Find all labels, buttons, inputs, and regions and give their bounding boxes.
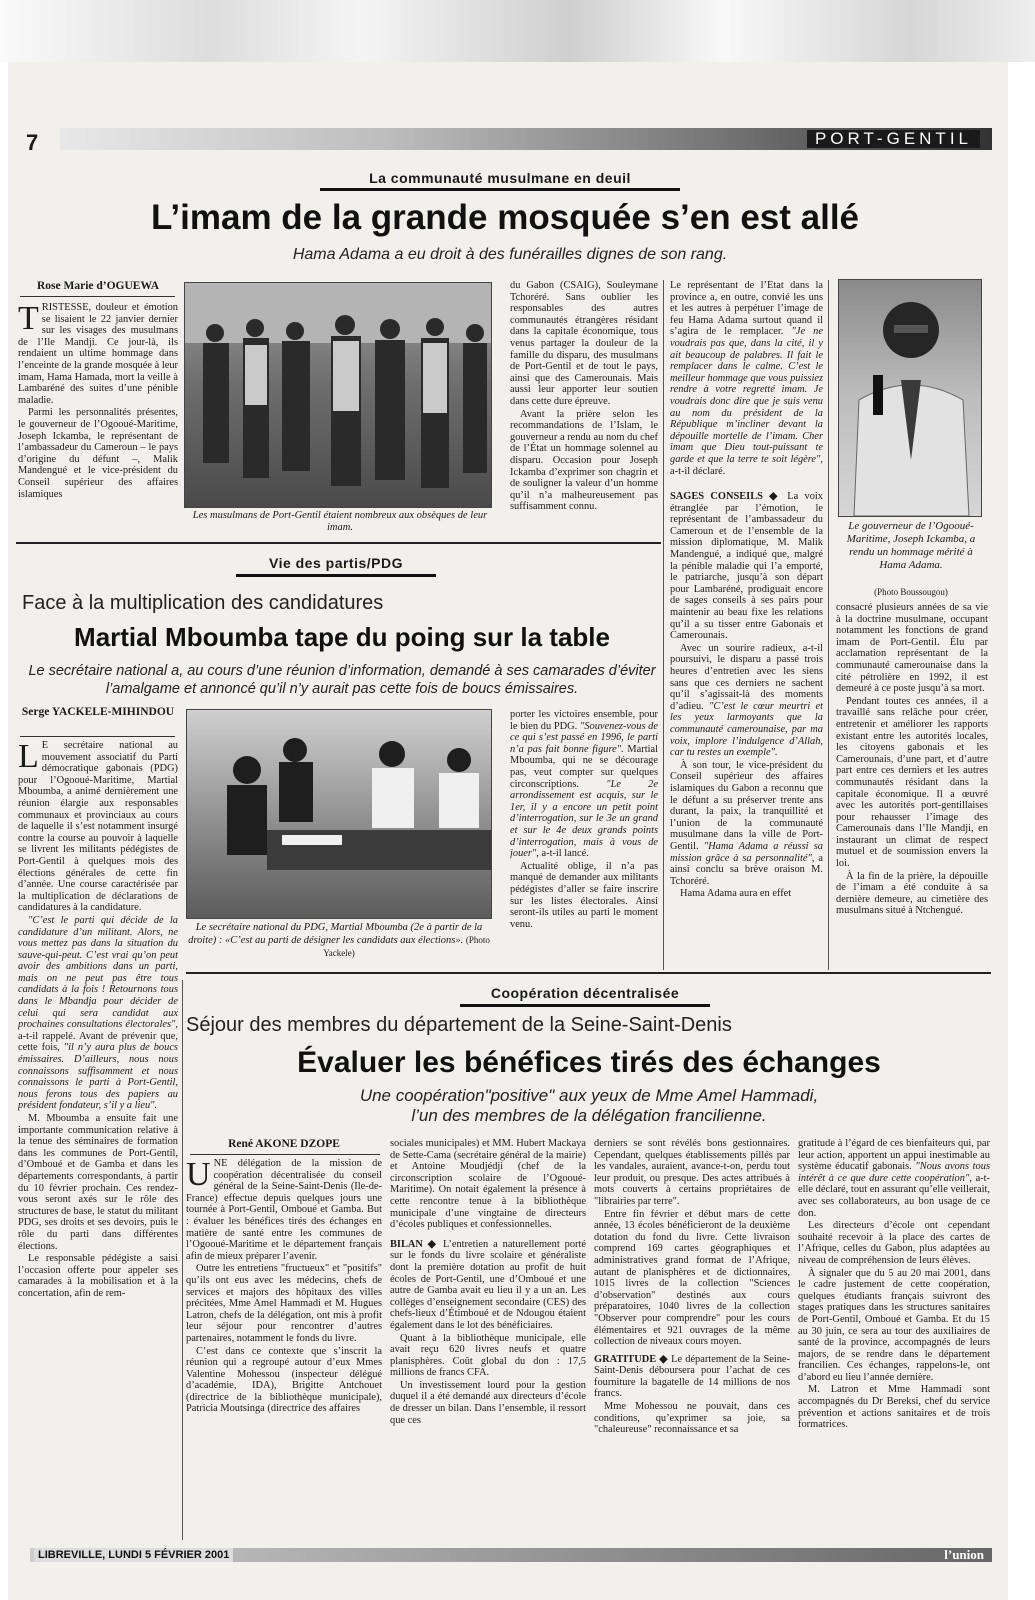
art2-col3-p1b: Martial Mboumba, qui ne se décourage pas, veut compter sur quelques circonscriptions. (510, 743, 658, 790)
art3-col4-p4: M. Latron et Mme Hammadi sont accompagnés du Dr Bereksi, chef du service prévention et actions sanitaires et de trois formatrices. (798, 1384, 990, 1431)
art2-photo-credit: (Photo Yackele) (323, 935, 490, 958)
crowd-photo-graphic (185, 283, 491, 507)
art2-col1-quote-after: , a-t-il rappelé. Avant de prévenir que, cette fois, (18, 1019, 178, 1054)
art2-subhead: Le secrétaire national a, au cours d’une réunion d’information, demandé à ses camarades d’éviter l’amalgame et annoncé qu’il n’y aurait pas cette fois de boucs émissaires. (28, 663, 656, 697)
art1-col4-p4: À son tour, le vice-président du Conseil supérieur des affaires islamiques du Gabon a reconnu que le défunt a su préserver trente ans durant, la paix, la tranquillité et l’union de la communauté musulmane dans la ville de Port-Gentil. (670, 759, 823, 852)
art1-portrait-credit: (Photo Boussougou) (874, 587, 948, 597)
art1-col4-p4-end: , a ainsi conclu sa brève oraison M. Tchoréré. (670, 852, 823, 887)
art1-col4-p2: La voix étranglée par l’émotion, le représentant de l’ambassadeur du Cameroun et de l’ensemble de la mission diplomatique, M. Malik Mandengué, a indiqué que, malgré la pénible maladie qui l’a emporté, le patriarche, jusqu’à son départ pour Lambaréné, prodiguait encore de sages conseils à ses pairs pour maintenir au beau fixe les relations qu’il a su tisser entre Gabonais et Camerounais. (670, 491, 823, 642)
art1-portrait-photo (838, 279, 982, 517)
art2-kicker-underline (236, 574, 436, 577)
art1-col4-p1: Le représentant de l’État dans la province a, en outre, convié les uns et les autres à perpétuer l’image de feu Hama Adama surtout quand il s’agira de le remplacer. (670, 280, 823, 338)
art1-bottom-rule (16, 542, 661, 544)
art2-byline: Serge YACKELE-MIHINDOU (21, 706, 175, 718)
section-band (60, 128, 992, 150)
art1-photo-crowd (184, 282, 492, 508)
footer-band (30, 1548, 992, 1562)
art1-kicker: La communauté musulmane en deuil (369, 170, 631, 186)
art1-col3-p1: du Gabon (CSAIG), Souleymane Tchoréré. Sans oublier les responsables des autres communautés étrangères résidant dans la capitale économique, tous venus partager la douleur de la famille du disparu, des musulmans de Port-Gentil et de tout le pays, ainsi que des Camerounais. Mais aussi leur apporter leur soutien dans cette dure épreuve. (510, 280, 658, 407)
art3-col4-quote: "Nous avons tous intérêt à ce que dure cette coopération" (798, 1161, 990, 1184)
art3-byline-rule (190, 1154, 380, 1155)
art1-byline: Rose Marie d’OGUEWA (36, 280, 159, 292)
art2-col1-p1: E secrétaire national au mouvement associatif du Parti démocratique gabonais (PDG) pour l’Ogooué-Maritime, Martial Mboumba, a animé dernièrement une réunion élargie aux responsables communaux et provinciaux au cours de laquelle il s’est notamment insurgé contre la course au pouvoir à laquelle se livrent les militants pédégistes de Port-Gentil à quelques mois des élections générales de cette fin d’année. Une course caractérisée par la multiplication de déclarations de candidatures à la candidature. (18, 740, 178, 914)
art1-byline-rule (20, 296, 175, 297)
art2-col1-p3: Le responsable pédégiste a saisi l’occasion offerte pour appeler ses camarades à la mobilisation et à la concertation, afin de rem- (18, 1253, 178, 1299)
column-rule (182, 980, 183, 1540)
column-rule (828, 280, 829, 970)
art1-photo-caption: Les musulmans de Port-Gentil étaient nombreux aux obsèques de leur imam. (192, 510, 488, 533)
art1-sages-label: SAGES CONSEILS ◆ (670, 491, 781, 503)
art2-kicker: Vie des partis/PDG (268, 555, 403, 571)
art1-col4-quote: "Je ne voudrais pas que, dans la cité, il y ait beaucoup de palabres. Il fait le remplacer dans le calme. C’est le meilleur hommage que vous puissiez rendre à votre regretté imam. Je voudrais donc dire que je suis venu au nom du président de la République m’incliner devant la dépouille mortelle de l’imam. Cher imam que Dieu tout-puissant te garde et que la terre te soit légère" (670, 326, 823, 465)
art3-kicker-underline (460, 1004, 710, 1007)
art1-kicker-underline (320, 188, 680, 191)
art1-col4-p3: Avec un sourire radieux, a-t-il poursuivi, le disparu a passé trois heures d’entretien avec les siens sans que ces derniers ne sachent qu’il s’agissait-là des moments d’adieu. (670, 642, 823, 712)
meeting-photo-graphic (187, 710, 491, 918)
art3-col1-p3: C’est dans ce contexte que s’inscrit la réunion qui a regroupé autour d’eux Mmes Valentine Mohessou (inspecteur délégué d’académie, IDA), Brigitte Antchouet (directrice de la bibliothèque municipale), Patricia Moutsinga (directrice des affaires (186, 1345, 382, 1415)
art2-col1-p2: M. Mboumba a ensuite fait une importante communication relative à la tenue des séminaires de formation dans les communes de Port-Gentil, d’Omboué et de Gamba et dans les départements correspondants, à partir du 10 février prochain. Ces rendez-vous seront axés sur le rôle des structures de base, le statut du militant PDG, ses droits et ses devoirs, puis le rôle du parti dans différentes élections. (18, 1113, 178, 1252)
art3-col3-p2: Entre fin février et début mars de cette année, 13 écoles bénéficieront de la deuxième dotation du fond du livre. Cette livraison comprend 169 cartes géographiques et administratives grand format de l’Afrique, autant de planisphères et de dictionnaires, 1015 livres de la collection "Sciences d’observation" destinés aux cours préparatoires, 1040 livres de la collection "Observer pour comprendre" pour les cours élémentaires et 921 ouvrages de la même collection de niveaux cours moyen. (594, 1208, 790, 1348)
art2-headline: Martial Mboumba tape du poing sur la table (74, 622, 610, 652)
art3-subhead-line2: l’un des membres de la délégation francilienne. (411, 1106, 767, 1125)
art1-dropcap: T (18, 302, 39, 337)
art2-col3-quote2-after: , a-t-il lancé. (536, 848, 589, 860)
portrait-graphic (839, 280, 981, 516)
art3-bilan-label: BILAN ◆ (390, 1238, 439, 1250)
art2-byline-rule (20, 736, 175, 737)
art1-col1 (18, 302, 178, 550)
footer-date: LIBREVILLE, LUNDI 5 FÉVRIER 2001 (34, 1548, 233, 1562)
art1-col4-p5: Hama Adama aura en effet (680, 888, 792, 900)
art3-subhead-line1: Une coopération"positive" aux yeux de Mme Amel Hammadi, (359, 1086, 819, 1105)
art2-col3-p1: porter les victoires ensemble, pour le bien du PDG. (510, 709, 658, 732)
art2-deck: Face à la multiplication des candidatures (22, 592, 384, 614)
art3-col4 (798, 1138, 990, 1543)
art1-col4-quote3: "Hama Adama a réussi sa mission grâce à sa personnalité" (670, 840, 823, 864)
art3-col3-p3: Le département de la Seine-Saint-Denis déboursera pour l’achat de ces fourniture la bagatelle de 14 millions de nos francs. (594, 1353, 790, 1400)
art3-col3-p4: Mme Mohessou ne pouvait, dans ces conditions, qu’exprimer sa joie, sa "chaleureuse" reconnaissance et sa (594, 1401, 790, 1436)
art3-col1-p2: Outre les entretiens "fructueux" et "positifs" qu’ils ont eus avec les médecins, chefs de services et majors des hôpitaux des villes précitées, Mme Amel Hammadi et M. Hugues Latron, chefs de la délégation, ont mis à profit leur séjour pour rencontrer d’autres partenaires, notamment le fonds du livre. (186, 1263, 382, 1344)
art3-dropcap: U (186, 1158, 211, 1193)
art1-col4-after: , a-t-il déclaré. (670, 453, 823, 477)
art1-subhead: Hama Adama a eu droit à des funérailles dignes de son rang. (292, 246, 728, 263)
art3-col2-p2: L’entretien a naturellement porté sur le fonds du livre scolaire et généraliste dont la première dotation au profit de huit écoles de Port-Gentil, une d’Omboué et une autre de Gamba avait eu lieu il y a un an. Les collèges d’enseignement secondaire (CES) des chefs-lieux d’Étimboué et de Ndougou étaient également dans le lot des bénéficiaires. (390, 1238, 586, 1331)
art3-deck: Séjour des membres du département de la Seine-Saint-Denis (186, 1014, 732, 1036)
art2-col3 (510, 709, 658, 965)
art1-col1-p2: Parmi les personnalités présentes, le gouverneur de l’Ogooué-Maritime, Joseph Ickamba, le représentant de l’ambassadeur du Cameroun – le pays d’origine du défunt –, Malik Mandengué et le vice-président du Conseil supérieur des affaires islamiques (18, 407, 178, 500)
art1-col3-p2: Avant la prière selon les recommandations de l’Islam, le gouverneur a rendu au nom du chef de l’État un hommage solennel au disparu. Occasion pour Joseph Ickamba d’exprimer son chagrin et de souligner la valeur d’un homme qu’il n’a malheureusement pas suffisamment connu. (510, 408, 658, 513)
art3-byline: René AKONE DZOPE (228, 1138, 340, 1150)
art1-col5-p3: À la fin de la prière, la dépouille de l’imam a été conduite à sa dernière demeure, au cimetière des musulmans situé à Ntchengué. (836, 870, 988, 917)
column-rule (663, 280, 664, 970)
art3-col3-p1: derniers se sont révélés bons gestionnaires. Cependant, quelques établissements pillés par les vandales, auraient, avance-t-on, perdu tout leur produit, ou presque. Des actes attribués à mots couverts à certains propriétaires de "librairies par terre". (594, 1138, 790, 1207)
art2-photo-caption-wrap (186, 922, 492, 960)
art1-col5-p1: consacré plusieurs années de sa vie à la doctrine musulmane, occupant notamment les fonctions de grand imam de Port-Gentil. Élu par acclamation représentant de la communauté camerounaise dans la cité pétrolière en 1992, il est demeuré à ce poste jusqu’à sa mort. (836, 602, 988, 695)
art1-col4 (670, 280, 823, 960)
art1-col5 (836, 602, 988, 966)
art1-col1-p1: RISTESSE, douleur et émotion se lisaient le 22 janvier dernier sur les visages des musulmans de l’Ile Mandji. Ce jour-là, ils rendaient un ultime hommage dans l’enceinte de la grande mosquée à leur imam, Hama Hamada, mort la veille à Lambaréné des suites d’une pénible maladie. (18, 302, 178, 406)
art3-headline: Évaluer les bénéfices tirés des échanges (297, 1046, 881, 1079)
art3-col4-after: , a-t-elle déclaré, tout en assurant qu’elle veillerait, avec ses collaborateurs, au bon usage de ce don. (798, 1172, 990, 1219)
art1-col5-p2: Pendant toutes ces années, il a travaillé sans relâche pour créer, entretenir et améliorer les rapports existant entre les autorités locales, les citoyens gabonais et les Camerounais, d’une part, et d’autre part entre ces derniers et les autres communautés résidant dans la capitale économique. Il a œuvré avec les autorités port-gentillaises pour rehausser l’image des Camerounais dans l’Ile Mandji, en instaurant un climat de respect mutuel et de soumission envers la loi. (836, 695, 988, 870)
section-label: PORT-GENTIL (807, 130, 980, 148)
page-number: 7 (26, 130, 39, 155)
art3-col1-p1: NE délégation de la mission de coopération décentralisée du conseil général de la Seine-Saint-Denis (Ile-de-France) effectue depuis quelques jours une tournée à Port-Gentil, Omboué et Gamba. But : évaluer les bénéfices tirés des échanges en matière de santé entre les communes de l’Ogooué-Maritime et le département français afin de mieux préparer l’avenir. (186, 1158, 382, 1262)
art3-col2-p1: sociales municipales) et MM. Hubert Mackaya de Sette-Cama (secrétaire général de la mairie) et Antoine Moudjédji (chef de la circonscription scolaire de l’Ogooué-Maritime). On notait également la présence à cette rencontre tenue à la bibliothèque municipale d’une vingtaine de directeurs d’écoles publiques et confessionnelles. (390, 1138, 586, 1231)
art2-col1-quote2: "il n’y aura plus de boucs émissaires. D’ailleurs, nous nous connaissons suffisamment et nous connaissons le parti à Port-Gentil, nous ferons tous des papiers au président fondateur, s’il y a lieu". (18, 1042, 178, 1112)
art2-dropcap: L (18, 740, 39, 775)
art1-col4-quote2: "C’est le cœur meurtri et les yeux larmoyants que la communauté camerounaise, par ma voix, implore l’indulgence d’Allah, car tu restes un exemple". (670, 700, 823, 759)
art3-col2-p3: Quant à la bibliothèque municipale, elle avait reçu 620 livres neufs et quatre planisphères. Coût global du don : 17,5 millions de francs CFA. (390, 1332, 586, 1379)
art2-col3-quote: "Souvenez-vous de ce qui s’est passé en 1996, le parti n’a pas fait bonne figure". (510, 720, 658, 755)
art2-col3-quote2: "Le 2e arrondissement est acquis, sur le 1er, il y a encore un petit point d’interrogation, sur le 3e un grand et sur le 4e deux grands points d’interrogation, mais à vous de jouer" (510, 778, 658, 860)
art3-gratitude-label: GRATITUDE ◆ (594, 1353, 668, 1365)
art1-col3 (510, 280, 658, 530)
art3-col1 (186, 1158, 382, 1543)
art2-photo-caption: Le secrétaire national du PDG, Martial Mboumba (2e à partir de la droite) : «C’est au parti de désigner les candidats aux élections». (188, 922, 483, 946)
art3-col3 (594, 1138, 790, 1543)
art2-col3-p2: Actualité oblige, il n’a pas manqué de demander aux militants pédégistes d’aller se faire inscrire sur les listes électorales. Ainsi seront-ils utiles au parti le moment venu. (510, 860, 658, 930)
art2-col1-quote: "C’est le parti qui décide de la candidature d’un militant. Alors, ne vous mettez pas dans la situation du sauve-qui-peut. C’est vrai qu’on peut avoir des ambitions dans un parti, mais on ne peut pas être tous candidats à la fois ! Retournons tous dans le Mbandja pour décider de celui qui sera candidat aux prochaines consultations électorales" (18, 914, 178, 1031)
art1-portrait-caption: Le gouverneur de l’Ogooué-Maritime, Joseph Ickamba, a rendu un hommage mérité à Hama Adama. (846, 520, 976, 571)
scan-top-strip (0, 0, 1035, 62)
art3-col2 (390, 1138, 586, 1543)
art3-col2-p4: Un investissement lourd pour la gestion duquel il a été demandé aux directeurs d’école de dresser un bilan. Dans l’ensemble, il ressort que ces (390, 1379, 586, 1426)
art3-col4-p1: gratitude à l’égard de ces bienfaiteurs qui, par leur action, apportent un appui inestimable au système éducatif gabonais. (798, 1138, 990, 1173)
art3-col4-p3: À signaler que du 5 au 20 mai 2001, dans le cadre justement de cette coopération, quelques étudiants français suivront des stages pratiques dans les structures sanitaires de Port-Gentil, Omboué et Gamba. Et du 15 au 30 juin, ce sera au tour des auxiliaires de santé de la province, accompagnés de leurs majors, de se rendre dans le département francilien. Ces échanges, rappelons-le, ont d’abord eu lieu l’année dernière. (798, 1267, 990, 1383)
art2-col1 (18, 740, 178, 1490)
art1-headline: L’imam de la grande mosquée s’en est allé (150, 198, 860, 237)
footer-brand-logo: l’union (944, 1547, 984, 1562)
art3-kicker: Coopération décentralisée (490, 985, 680, 1001)
art2-photo-meeting (186, 709, 492, 919)
art3-col4-p2: Les directeurs d’école ont cependant souhaité recevoir à la place des cartes de l’Afrique, celles du Gabon, plus adaptées au niveau de compréhension de leurs élèves. (798, 1220, 990, 1266)
art2-bottom-rule (186, 972, 991, 974)
